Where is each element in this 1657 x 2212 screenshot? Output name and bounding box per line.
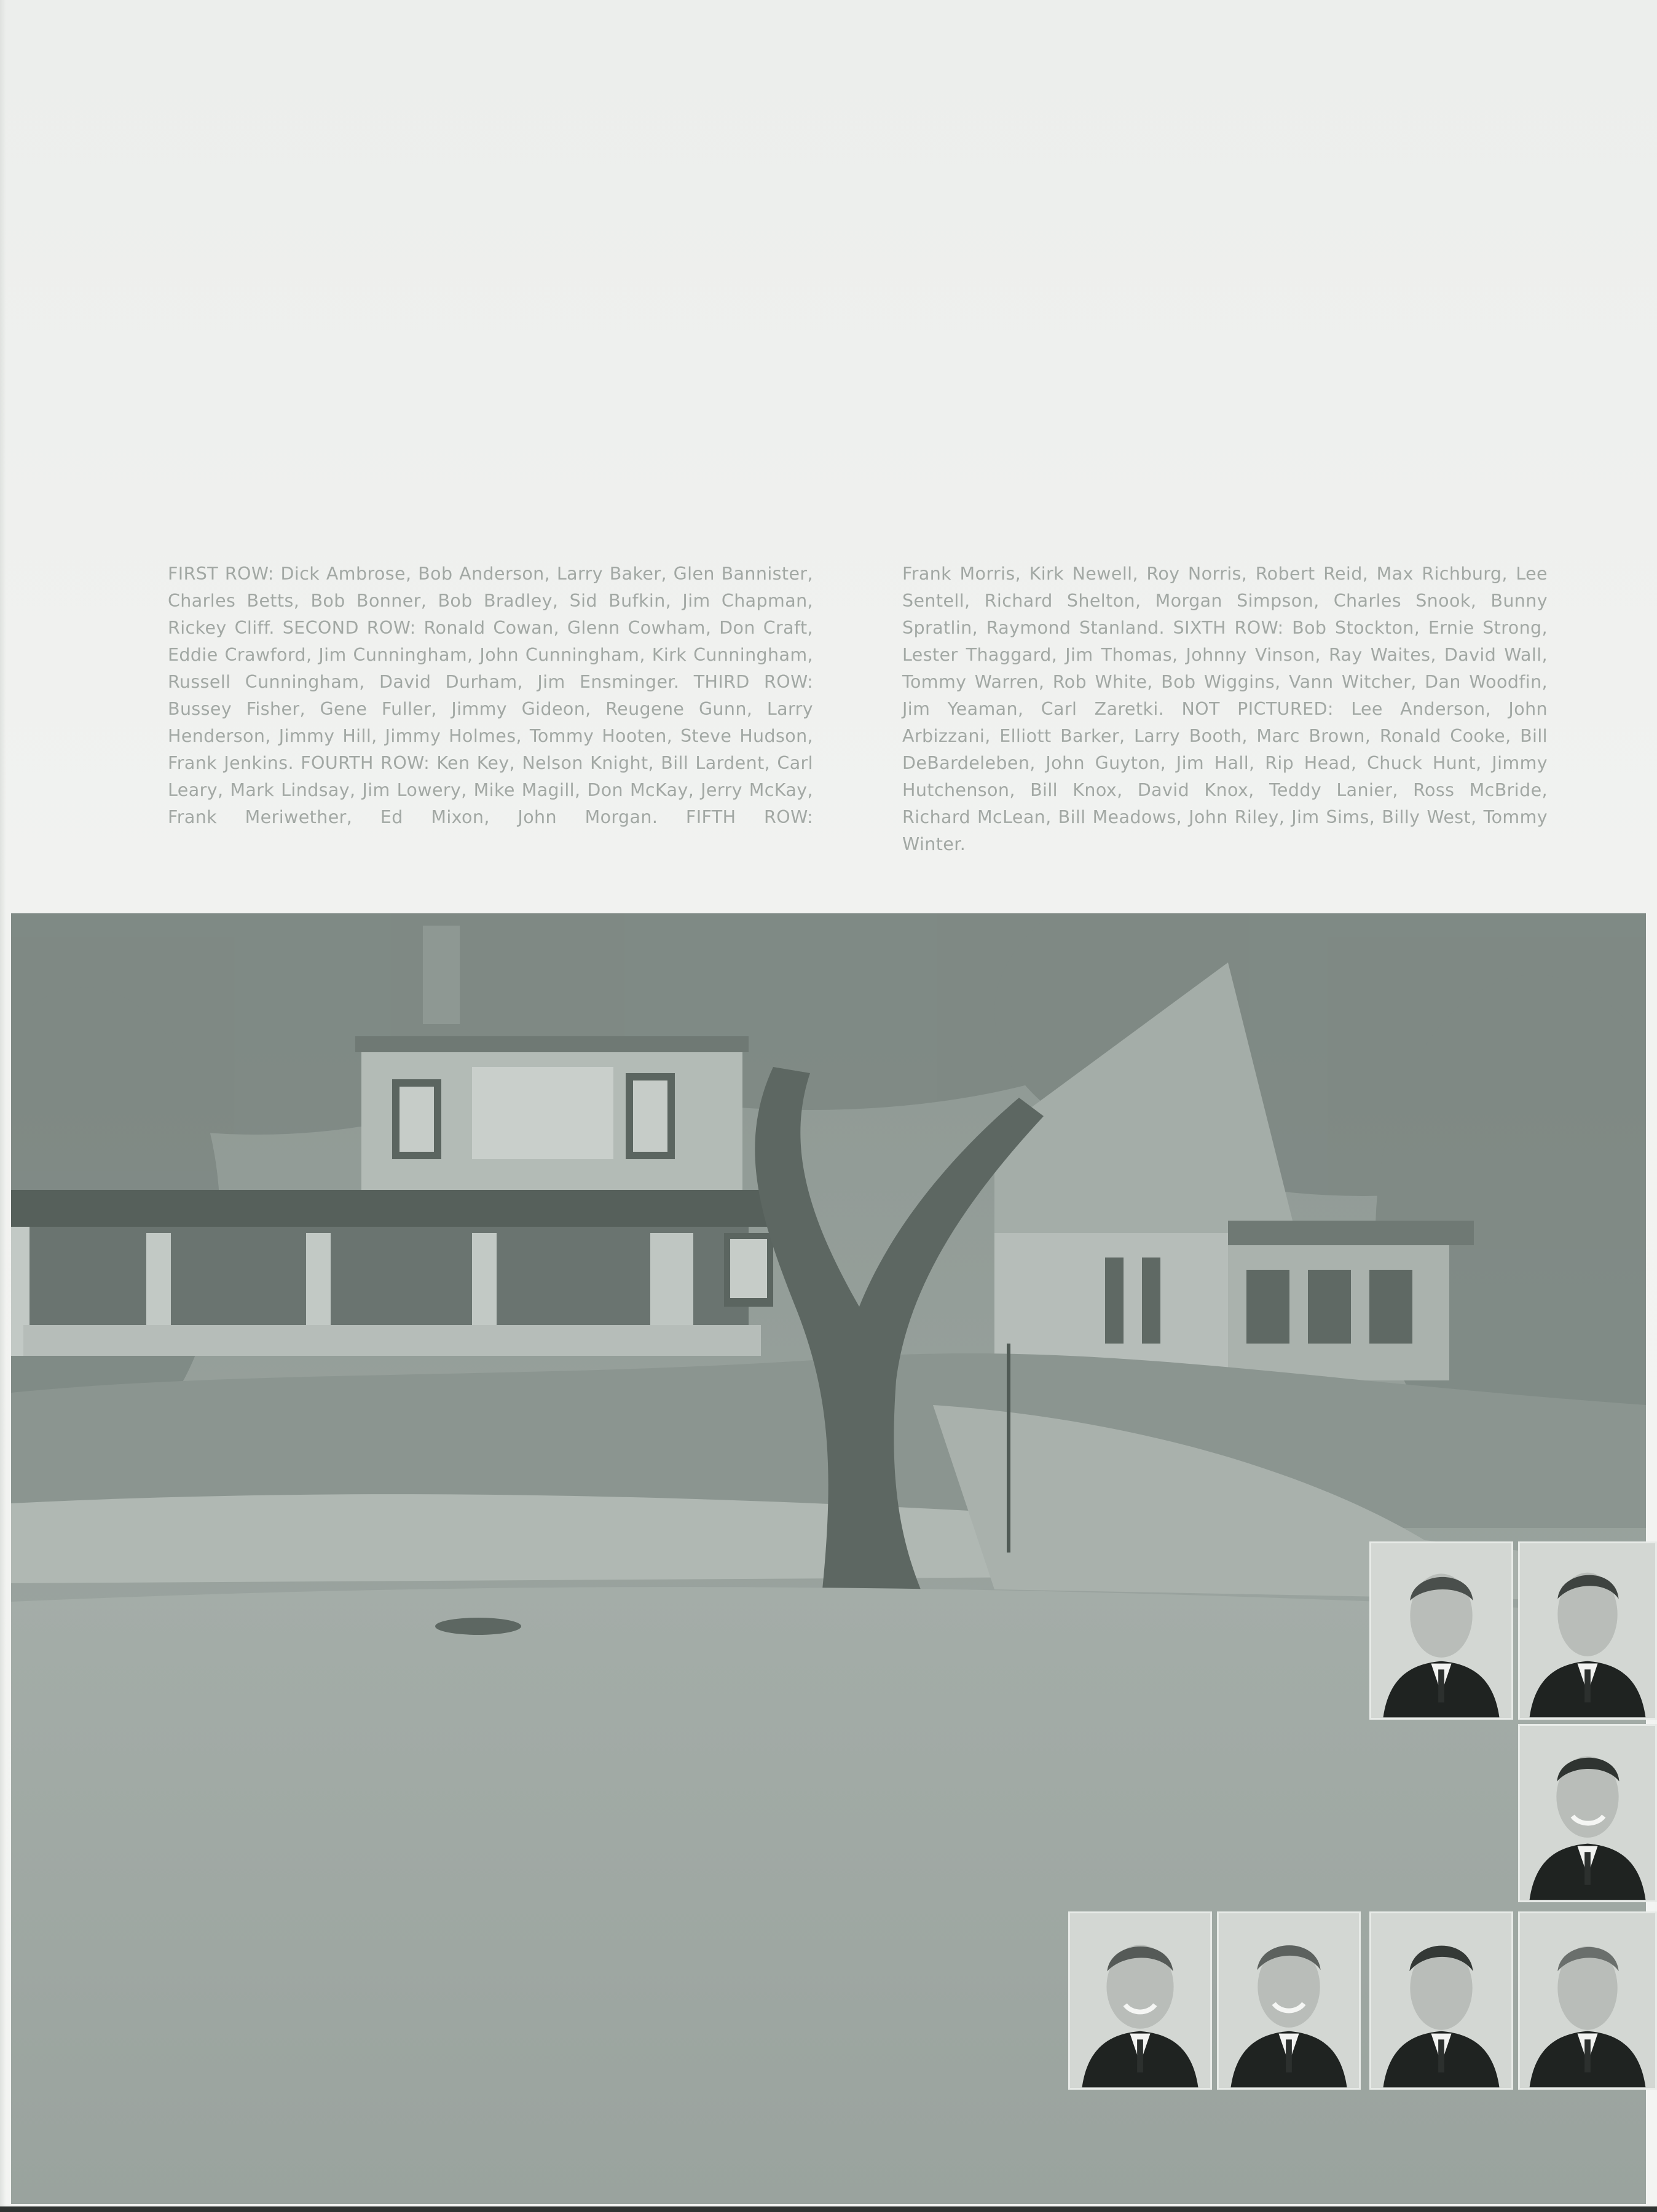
portrait <box>1518 1911 1657 2090</box>
portrait-drawing <box>1371 1913 1511 2088</box>
portrait <box>1369 1541 1513 1720</box>
portrait <box>1068 1911 1212 2090</box>
portrait <box>1518 1724 1657 1902</box>
portrait-drawing <box>1371 1543 1511 1718</box>
portrait-drawing <box>1219 1913 1359 2088</box>
portrait-drawing <box>1520 1543 1655 1718</box>
portrait-drawing <box>1070 1913 1210 2088</box>
portrait <box>1369 1911 1513 2090</box>
page-bottom-border <box>0 2206 1657 2212</box>
portrait-drawing <box>1520 1726 1655 1900</box>
caption-left-column: FIRST ROW: Dick Ambrose, Bob Anderson, Larry Baker, Glen Bannister, Charles Betts, Bob Bonner, Bob Bradley, Sid Bufkin, Jim Chapman, Rickey Cliff. SECOND ROW: Ronald Cowan, Glenn Cowham, Don Craft, Eddie Crawford, Jim Cunningham, John Cunningham, Kirk Cunningham, Russell Cunningham, David Durham, Jim Ensminger. THIRD ROW: Bussey Fisher, Gene Fuller, Jimmy Gideon, Reugene Gunn, Larry Henderson, Jimmy Hill, Jimmy Holmes, Tommy Hooten, Steve Hudson, Frank Jenkins. FOURTH ROW: Ken Key, Nelson Knight, Bill Lardent, Carl Leary, Mark Lindsay, Jim Lowery, Mike Magill, Don McKay, Jerry McKay, Frank Meriwether, Ed Mixon, John Morgan. FIFTH ROW: <box>168 564 813 827</box>
page-edge-shadow <box>0 0 6 2212</box>
portrait <box>1217 1911 1361 2090</box>
portrait <box>1518 1541 1657 1720</box>
manhole-cover <box>435 1618 521 1635</box>
caption-right-column: Frank Morris, Kirk Newell, Roy Norris, Robert Reid, Max Richburg, Lee Sentell, Richard Shelton, Morgan Simpson, Charles Snook, Bunny Spratlin, Raymond Stanland. SIXTH ROW: Bob Stockton, Ernie Strong, Lester Thaggard, Jim Thomas, Johnny Vinson, Ray Waites, David Wall, Tommy Warren, Rob White, Bob Wiggins, Vann Witcher, Dan Woodfin, Jim Yeaman, Carl Zaretki. NOT PICTURED: Lee Anderson, John Arbizzani, Elliott Barker, Larry Booth, Marc Brown, Ronald Cooke, Bill DeBardeleben, John Guyton, Jim Hall, Rip Head, Chuck Hunt, Jimmy Hutchenson, Bill Knox, David Knox, Teddy Lanier, Ross McBride, Richard McLean, Bill Meadows, John Riley, Jim Sims, Billy West, Tommy Winter. <box>902 564 1548 854</box>
portrait-drawing <box>1520 1913 1655 2088</box>
